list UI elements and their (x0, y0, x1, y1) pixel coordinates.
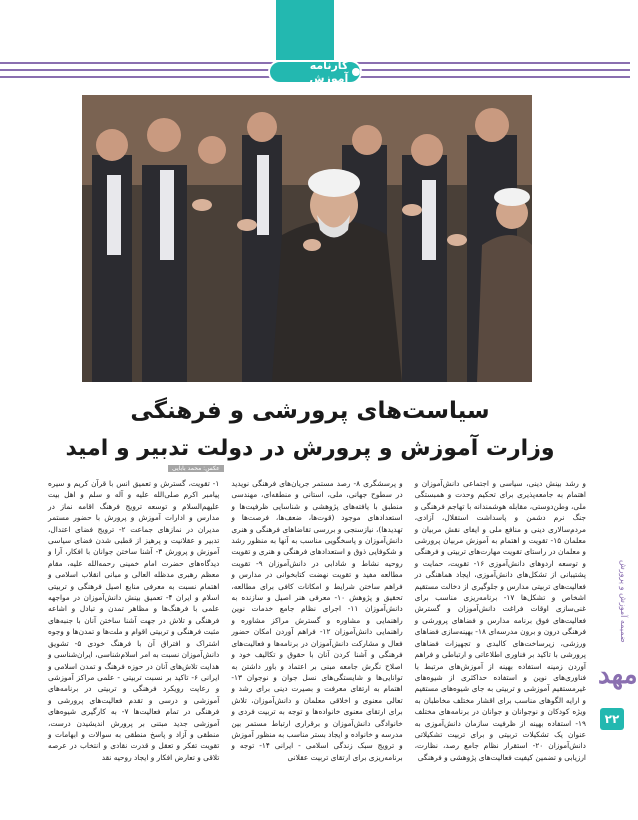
bullet-icon (352, 68, 360, 76)
article-title (60, 392, 560, 468)
article-body (48, 478, 586, 796)
title-line-2: وزارت آموزش و پرورش در دولت تدبیر و امید (65, 436, 555, 461)
magazine-logo: مهد (598, 660, 638, 690)
column-right (48, 478, 219, 796)
column-middle-text: و پرسشگری ۸- رصد مستمر جریان‌های فرهنگی نوپدید در سطوح جهانی، ملی، استانی و منطقه‌ای، مهندسی منطبق با یافته‌های پژوهشی و شناسایی ظرفیت‌ها و استعدادهای موجود (قوت‌ها، ضعف‌ها، فرصت‌ها و تهدیدها)، نیازسنجی و بررسی تقاضاهای فرهنگی و هنری دانش‌آموزان و پاسخگویی مناسب به آنها به منظور رشد و شکوفایی ذوق و استعدادهای فرهنگی و هنری و تقویت روحیه نشاط و شادابی در دانش‌آموزان ۹- تقویت مطالعه مفید و تقویت نهضت کتابخوانی در مدارس و فراهم ساختن شرایط و امکانات کافی برای مطالعه، تحقیق و پژوهش ۱۰- معرفی هنر اصیل و سازنده به دانش‌آموزان ۱۱- اجرای نظام جامع خدمات نوین راهنمایی و مشاوره و گسترش مراکز مشاوره و راهنمایی دانش‌آموزان ۱۲- فراهم آوردن امکان حضور فعال و مشارکت دانش‌آموزان در برنامه‌ها و فعالیت‌های فرهنگی و آشنا کردن آنان با حقوق و تکالیف خود و اصلاح نگرش جامعه مبنی بر اعتماد و باور داشتن به توانایی‌ها و شایستگی‌های نسل جوان و نوجوان ۱۳- اهتمام به ارتقای معرفت و بصیرت دینی برای رشد و تعالی معنوی و اخلاقی معلمان و دانش‌آموزان، تلاش برای ارتقای معنوی خانواده‌ها و توجه به تربیت فردی و خانوادگی دانش‌آموزان و برقراری ارتباط مستمر بین مدرسه و خانواده و ایجاد بستر مناسب به منظور آموزش و ترویج سبک زندگی اسلامی - ایرانی ۱۴- توجه و برنامه‌ریزی برای ارتقای تربیت عقلانی (231, 479, 403, 762)
column-middle (231, 478, 402, 796)
column-left-text: و رشد بینش دینی، سیاسی و اجتماعی دانش‌آموزان و اهتمام به جامعه‌پذیری برای تحکیم وحدت و همبستگی ملی، وطن‌دوستی، مقابله هوشمندانه با تهاجم فرهنگی و جنگ نرم دشمن و پاسداشت استقلال، آزادی، مردم‌سالاری دینی و منافع ملی و ایفای نقش مربیان و معلمان ۱۵- تقویت و اهتمام به آموزش مربیان پرورشی و معلمان در راستای تقویت مهارت‌های تربیتی و فرهنگی و توسعه اردوهای دانش‌آموزی ۱۶- تقویت، حمایت و پشتیبانی از تشکل‌های دانش‌آموزی، ایجاد هماهنگی در فعالیت‌های تربیتی مدارس و جلوگیری از دخالت مستقیم اشخاص و تشکل‌ها ۱۷- برنامه‌ریزی مناسب برای غنی‌سازی اوقات فراغت دانش‌آموزان و گسترش فعالیت‌های فوق برنامه مدارس و فضاهای پرورشی و فرهنگی درون و برون مدرسه‌ای ۱۸- بهینه‌سازی فضاهای ورزشی، زیرساخت‌های کالبدی و تجهیزات فضاهای پرورشی با تاکید بر فناوری اطلاعاتی و ارتباطی و فراهم آوردن زمینه استفاده بهینه از آموزش‌های مرتبط با فناوری‌های نوین و استفاده حداکثری از شیوه‌های غیرمستقیم آموزشی و تربیتی به جای شیوه‌های مستقیم و ارایه الگوهای مناسب برای اقشار مختلف مخاطبان به ویژه کودکان و نوجوانان و جوانان در برنامه‌های مختلف ۱۹- استفاده بهینه از ظرفیت سازمان دانش‌آموزی به عنوان یک تشکیلات تربیتی و برای تربیت تشکیلاتی دانش‌آموزان ۲۰- استقرار نظام جامع رصد، نظارت، ارزیابی و تضمین کیفیت فعالیت‌های پژوهشی و فرهنگی (414, 479, 586, 762)
publication-name: ضمیمه آموزش و پرورش (619, 560, 628, 643)
page-number: ۲۲ (600, 708, 624, 730)
column-left (415, 478, 586, 796)
section-tag-label: کارنامه آموزش (309, 59, 349, 85)
column-right-text: ۱- تقویت، گسترش و تعمیق انس با قرآن کریم و سیره پیامبر اکرم صلی‌الله علیه و آله و سلم و اهل بیت علیهم‌السلام و توسعه ترویج فرهنگ اقامه نماز در مدارس و ادارات آموزش و پرورش با حضور مستمر مدیران در نمازهای جماعت ۲- ترویج فضای اعتدال، تدبیر و عقلانیت و پرهیز از قطبی شدن فضای سیاسی آموزش و پرورش ۳- آشنا ساختن جوانان با افکار، آرا و دیدگاه‌های حضرت امام خمینی رحمه‌الله علیه، مقام معظم رهبری مدظله العالی و مبانی انقلاب اسلامی و اهتمام نسبت به معرفی منابع اصیل فرهنگی و تربیتی اسلام و ایران ۴- تعمیق بینش دانش‌آموزان در مواجهه علمی با فرهنگ‌ها و مظاهر تمدن و تبادل و اشاعه فرهنگی و تلاش در جهت آشنا ساختن آنان با جنبه‌های مثبت فرهنگی و تربیتی اقوام و ملت‌ها و تمدن‌ها و وجوه اشتراک و افتراق آن با فرهنگ خودی ۵- تشویق دانش‌آموزان نسبت به امر اسلام‌شناسی، ایران‌شناسی و هدایت تلاش‌های آنان در حوزه فرهنگ و تمدن اسلامی و ایرانی ۶- تاکید بر نسبت تربیتی - علمی مراکز آموزشی و رعایت رویکرد فرهنگی و تربیتی در برنامه‌های آموزشی و درسی و تقدم فعالیت‌های پرورشی و فرهنگی در تمام فعالیت‌ها ۷- به کارگیری شیوه‌های آموزشی جدید مبتنی بر پرورش اندیشیدن درست، منطقی و آزاد و پاسخ منطقی به سوالات و ابهامات و تقویت تفکر و تعقل و قدرت نقادی و انتخاب در عرصه تلاقی و تعارض افکار و ایجاد روحیه نقد (48, 479, 220, 762)
section-tag (268, 60, 362, 84)
photo-illustration (82, 95, 532, 382)
photo-credit: عکس: محمد بابایی (168, 465, 224, 472)
header-tab (276, 0, 334, 60)
title-line-1: سیاست‌های پرورشی و فرهنگی (130, 398, 490, 424)
